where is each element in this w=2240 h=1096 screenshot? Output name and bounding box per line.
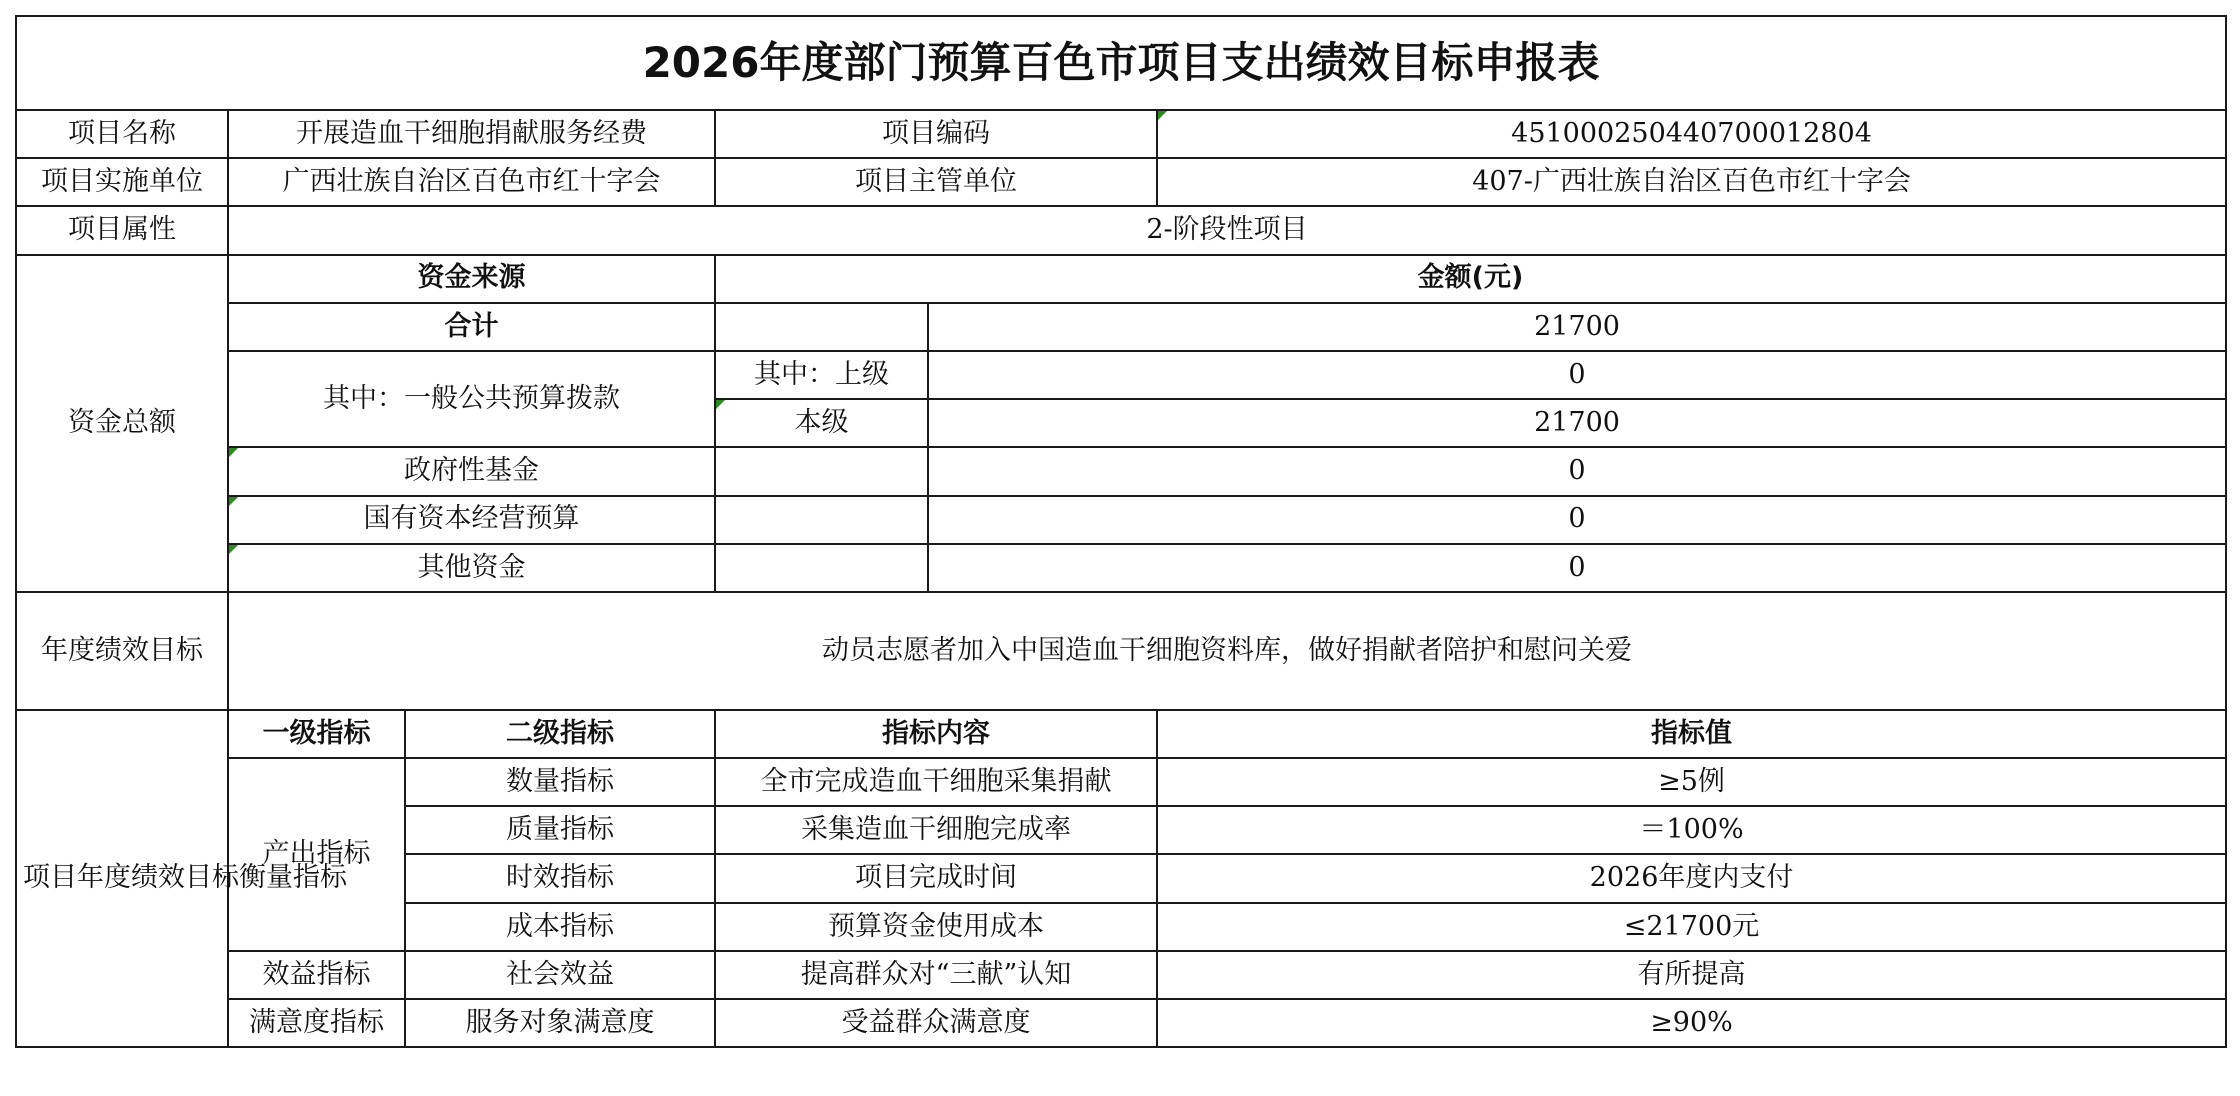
local-level-label: 本级 <box>715 399 928 447</box>
level2-indicator: 社会效益 <box>405 951 715 999</box>
other-funds-value: 0 <box>928 544 2226 592</box>
level2-indicator: 服务对象满意度 <box>405 999 715 1047</box>
level1-header: 一级指标 <box>228 710 405 758</box>
annual-goal-text: 动员志愿者加入中国造血干细胞资料库，做好捐献者陪护和慰问关爱 <box>228 592 2226 710</box>
project-attribute-value: 2-阶段性项目 <box>228 206 2226 254</box>
indicator-content: 全市完成造血干细胞采集捐献 <box>715 758 1157 806</box>
state-capital-value: 0 <box>928 496 2226 544</box>
report-sheet <box>15 15 2227 1048</box>
state-capital-blank-cell <box>715 496 928 544</box>
annual-goal-label: 年度绩效目标 <box>16 592 228 710</box>
local-level-value: 21700 <box>928 399 2226 447</box>
satisfaction-indicator-label: 满意度指标 <box>228 999 405 1047</box>
level2-header: 二级指标 <box>405 710 715 758</box>
indicator-content: 项目完成时间 <box>715 854 1157 902</box>
supervising-unit-label: 项目主管单位 <box>715 158 1157 206</box>
total-blank-cell <box>715 303 928 351</box>
indicator-value: 有所提高 <box>1157 951 2226 999</box>
indicator-value: 2026年度内支付 <box>1157 854 2226 902</box>
indicator-value: ≥90% <box>1157 999 2226 1047</box>
project-code-value: 451000250440700012804 <box>1157 110 2226 158</box>
indicator-content: 预算资金使用成本 <box>715 903 1157 951</box>
project-name-value: 开展造血干细胞捐献服务经费 <box>228 110 715 158</box>
indicator-content-header: 指标内容 <box>715 710 1157 758</box>
fund-source-header: 资金来源 <box>228 255 715 303</box>
supervising-unit-value: 407-广西壮族自治区百色市红十字会 <box>1157 158 2226 206</box>
project-attribute-label: 项目属性 <box>16 206 228 254</box>
indicator-value-header: 指标值 <box>1157 710 2226 758</box>
implementing-unit-value: 广西壮族自治区百色市红十字会 <box>228 158 715 206</box>
upper-level-label: 其中：上级 <box>715 351 928 399</box>
government-fund-label: 政府性基金 <box>228 447 715 495</box>
government-fund-blank-cell <box>715 447 928 495</box>
report-title: 2026年度部门预算百色市项目支出绩效目标申报表 <box>16 16 2226 110</box>
indicator-value: ≥5例 <box>1157 758 2226 806</box>
general-budget-label: 其中：一般公共预算拨款 <box>228 351 715 447</box>
level2-indicator: 数量指标 <box>405 758 715 806</box>
upper-level-value: 0 <box>928 351 2226 399</box>
indicator-value: ＝100% <box>1157 806 2226 854</box>
total-value: 21700 <box>928 303 2226 351</box>
indicator-content: 提高群众对“三献”认知 <box>715 951 1157 999</box>
report-table <box>15 15 2227 1048</box>
implementing-unit-label: 项目实施单位 <box>16 158 228 206</box>
output-indicator-label: 产出指标 <box>228 758 405 951</box>
indicator-content: 采集造血干细胞完成率 <box>715 806 1157 854</box>
level2-indicator: 质量指标 <box>405 806 715 854</box>
indicator-content: 受益群众满意度 <box>715 999 1157 1047</box>
level2-indicator: 时效指标 <box>405 854 715 902</box>
total-label: 合计 <box>228 303 715 351</box>
other-funds-label: 其他资金 <box>228 544 715 592</box>
project-code-label: 项目编码 <box>715 110 1157 158</box>
state-capital-label: 国有资本经营预算 <box>228 496 715 544</box>
level2-indicator: 成本指标 <box>405 903 715 951</box>
indicator-value: ≤21700元 <box>1157 903 2226 951</box>
government-fund-value: 0 <box>928 447 2226 495</box>
other-funds-blank-cell <box>715 544 928 592</box>
funds-total-label: 资金总额 <box>16 255 228 592</box>
amount-header: 金额(元) <box>715 255 2226 303</box>
indicators-section-label: 项目年度绩效目标衡量指标 <box>16 710 228 1047</box>
benefit-indicator-label: 效益指标 <box>228 951 405 999</box>
project-name-label: 项目名称 <box>16 110 228 158</box>
